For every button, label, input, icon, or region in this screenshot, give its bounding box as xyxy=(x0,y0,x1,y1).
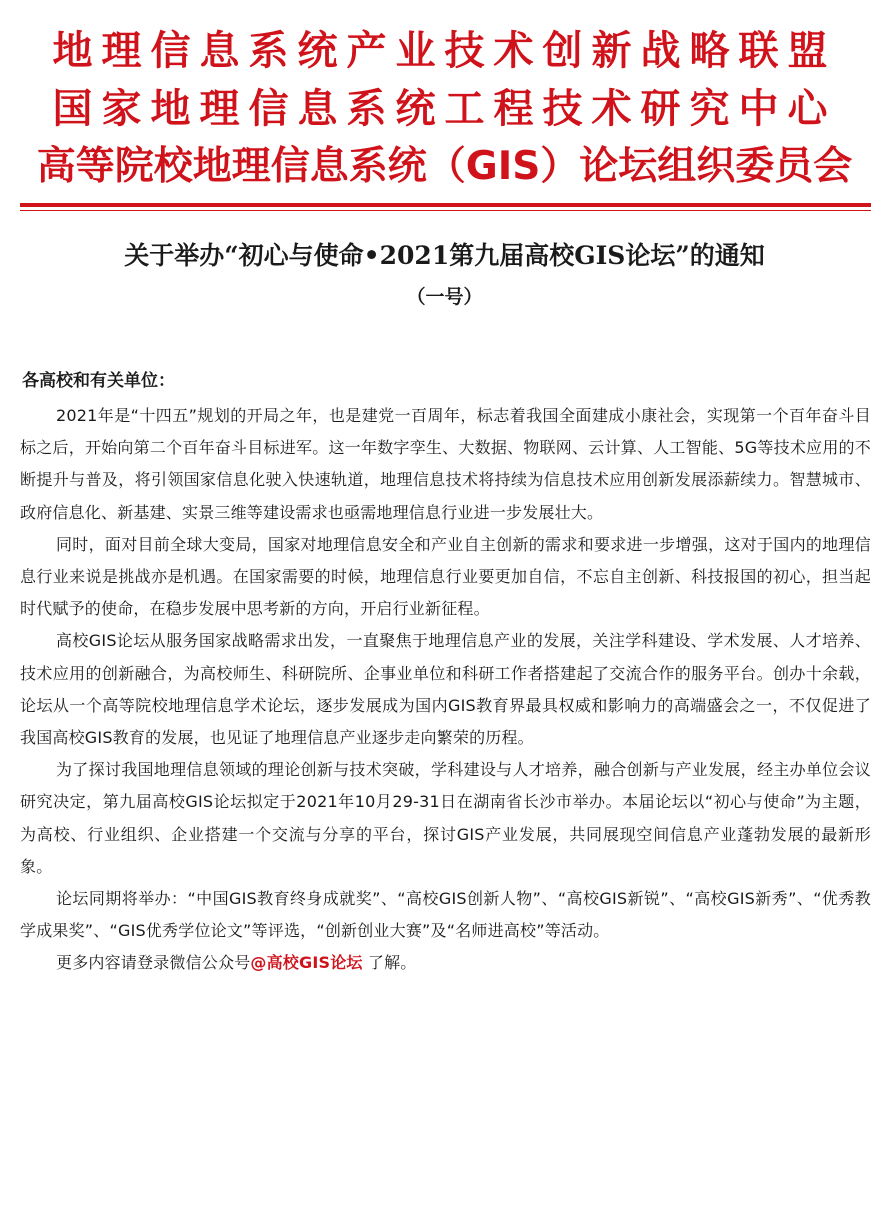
salutation: 各高校和有关单位： xyxy=(22,371,175,391)
letterhead xyxy=(0,22,889,196)
paragraph-more-info xyxy=(20,947,871,979)
paragraph-4: 为了探讨我国地理信息领域的理论创新与技术突破，学科建设与人才培养，融合创新与产业发展，经主办单位会议研究决定，第九届高校GIS论坛拟定于2021年10月29-31日在湖南省长沙市举办。本届论坛以“初心与使命”为主题，为高校、行业组织、企业搭建一个交流与分享的平台，探讨GIS产业发展，共同展现空间信息产业蓬勃发展的最新形象。 xyxy=(20,760,871,876)
paragraph-5: 论坛同期将举办：“中国GIS教育终身成就奖”、“高校GIS创新人物”、“高校GIS新锐”、“高校GIS新秀”、“优秀教学成果奖”、“GIS优秀学位论文”等评选，“创新创业大赛”及“名师进高校”等活动。 xyxy=(20,889,871,941)
wechat-account-link[interactable]: @高校GIS论坛 xyxy=(250,953,363,973)
red-divider-thick xyxy=(20,203,871,207)
letterhead-org-1: 地理信息系统产业技术创新战略联盟 xyxy=(52,28,837,74)
more-info-suffix: 了解。 xyxy=(362,953,417,973)
letterhead-org-2: 国家地理信息系统工程技术研究中心 xyxy=(52,86,837,132)
notice-body xyxy=(20,400,871,980)
paragraph-1: 2021年是“十四五”规划的开局之年，也是建党一百周年，标志着我国全面建成小康社会，实现第一个百年奋斗目标之后，开始向第二个百年奋斗目标进军。这一年数字孪生、大数据、物联网、云计算、人工智能、5G等技术应用的不断提升与普及，将引领国家信息化驶入快速轨道，地理信息技术将持续为信息技术应用创新发展添薪续力。智慧城市、政府信息化、新基建、实景三维等建设需求也亟需地理信息行业进一步发展壮大。 xyxy=(20,406,871,522)
notice-number: （一号） xyxy=(406,286,483,308)
notice-title: 关于举办“初心与使命•2021第九届高校GIS论坛”的通知 xyxy=(124,241,765,270)
red-divider-thin xyxy=(20,210,871,211)
paragraph-3: 高校GIS论坛从服务国家战略需求出发，一直聚焦于地理信息产业的发展，关注学科建设、学术发展、人才培养、技术应用的创新融合，为高校师生、科研院所、企事业单位和科研工作者搭建起了交流合作的服务平台。创办十余载，论坛从一个高等院校地理信息学术论坛，逐步发展成为国内GIS教育界最具权威和影响力的高端盛会之一，不仅促进了我国高校GIS教育的发展，也见证了地理信息产业逐步走向繁荣的历程。 xyxy=(20,631,871,748)
paragraph-2: 同时，面对目前全球大变局，国家对地理信息安全和产业自主创新的需求和要求进一步增强，这对于国内的地理信息行业来说是挑战亦是机遇。在国家需要的时候，地理信息行业要更加自信，不忘自主创新、科技报国的初心，担当起时代赋予的使命，在稳步发展中思考新的方向，开启行业新征程。 xyxy=(20,534,871,619)
letterhead-org-3: 高等院校地理信息系统（GIS）论坛组织委员会 xyxy=(36,144,853,189)
more-info-text: 更多内容请登录微信公众号 xyxy=(56,953,251,973)
